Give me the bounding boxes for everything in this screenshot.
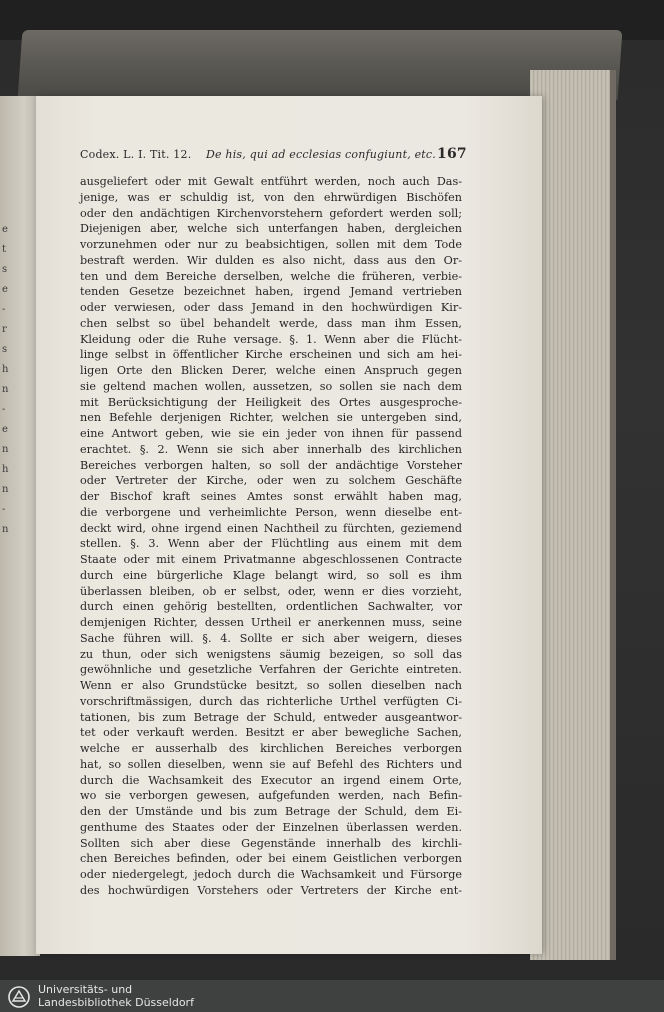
text-line: vorschriftmässigen, durch das richterliche Urthel verfügten Ci- xyxy=(80,694,462,708)
header-citation: Codex. L. I. Tit. 12. xyxy=(80,148,192,161)
text-line: durch einen gehörig bestellten, ordentlichen Sachwalter, vor xyxy=(80,600,462,614)
text-line: stellen. §. 3. Wenn aber der Flüchtling aus einem mit dem xyxy=(80,537,462,551)
library-logo-icon xyxy=(8,986,30,1008)
margin-fragment: - xyxy=(2,404,6,415)
margin-fragment: s xyxy=(2,344,8,355)
text-line: oder niedergelegt, jedoch durch die Wachsamkeit und Fürsorge xyxy=(80,868,462,881)
text-line: Staate oder mit einem Privatmanne abgeschlossenen Contracte xyxy=(80,553,462,566)
margin-fragment: s xyxy=(2,264,8,275)
margin-fragment: n xyxy=(2,444,9,455)
library-name-line2: Landesbibliothek Düsseldorf xyxy=(38,996,194,1009)
text-line: erachtet. §. 2. Wenn sie sich aber innerhalb des kirchlichen xyxy=(80,442,462,456)
text-line: linge selbst in öffentlicher Kirche erscheinen und sich am hei- xyxy=(80,348,462,362)
margin-fragment: n xyxy=(2,484,9,495)
text-line: Wenn er also Grundstücke besitzt, so sollen dieselben nach xyxy=(80,679,462,692)
margin-fragment: h xyxy=(2,464,9,475)
text-line: tationen, bis zum Betrage der Schuld, entweder ausgeantwor- xyxy=(80,710,462,724)
text-line: zu thun, oder sich wenigstens säumig bezeigen, so soll das xyxy=(80,647,462,661)
text-line: tet oder verkauft werden. Besitzt er aber bewegliche Sachen, xyxy=(80,726,462,740)
body-text xyxy=(80,174,462,899)
margin-fragment: - xyxy=(2,504,6,515)
margin-fragment: t xyxy=(2,244,7,255)
library-footer xyxy=(0,980,664,1012)
text-line: tenden Gesetze bezeichnet haben, irgend Jemand vertrieben xyxy=(80,285,462,299)
text-line: vorzunehmen oder nur zu beabsichtigen, sollen mit dem Tode xyxy=(80,238,462,251)
text-line: welche er ausserhalb des kirchlichen Bereiches verborgen xyxy=(80,742,462,755)
text-line: des hochwürdigen Vorstehers oder Vertreters der Kirche ent- xyxy=(80,883,462,897)
text-line: oder den andächtigen Kirchenvorstehern gefordert werden soll; xyxy=(80,206,462,220)
text-line: durch die Wachsamkeit des Executor an irgend einem Orte, xyxy=(80,773,462,787)
text-line: genthume des Staates oder der Einzelnen überlassen werden. xyxy=(80,820,462,834)
text-line: eine Antwort geben, wie sie ein jeder von ihnen für passend xyxy=(80,427,462,440)
text-line: Diejenigen aber, welche sich unterfangen haben, dergleichen xyxy=(80,222,462,236)
library-name xyxy=(38,983,194,1009)
text-line: jenige, was er schuldig ist, von den ehrwürdigen Bischöfen xyxy=(80,190,462,204)
text-line: mit Berücksichtigung der Heiligkeit des Ortes ausgesproche- xyxy=(80,395,462,409)
text-line: durch eine bürgerliche Klage belangt wird, so soll es ihm xyxy=(80,568,462,582)
text-line: ausgeliefert oder mit Gewalt entführt werden, noch auch Das- xyxy=(80,175,462,188)
library-name-line1: Universitäts- und xyxy=(38,983,133,996)
margin-fragment: r xyxy=(2,324,7,335)
margin-fragment: n xyxy=(2,384,9,395)
text-line: oder verwiesen, oder dass Jemand in den hochwürdigen Kir- xyxy=(80,301,462,314)
margin-fragment: - xyxy=(2,304,6,315)
text-line: gewöhnliche und gesetzliche Verfahren der Gerichte eintreten. xyxy=(80,663,462,677)
text-line: demjenigen Richter, dessen Urtheil er anerkennen muss, seine xyxy=(80,616,462,629)
text-line: oder Vertreter der Kirche, oder wen zu solchem Geschäfte xyxy=(80,474,462,488)
text-line: ligen Orte den Blicken Derer, welche einen Anspruch gegen xyxy=(80,364,462,377)
text-line: Kleidung oder die Ruhe versage. §. 1. Wenn aber die Flücht- xyxy=(80,332,462,346)
page-edges xyxy=(530,70,616,960)
text-line: chen Bereiches befinden, oder bei einem Geistlichen verborgen xyxy=(80,852,462,866)
text-line: Sollten sich aber diese Gegenstände innerhalb des kirchli- xyxy=(80,836,462,850)
text-line: wo sie verborgen gewesen, aufgefunden werden, nach Befin- xyxy=(80,789,462,803)
margin-fragment: e xyxy=(2,284,8,295)
text-line: überlassen bleiben, ob er selbst, oder, wenn er dies vorzieht, xyxy=(80,584,462,598)
page-number: 167 xyxy=(437,146,467,162)
text-line: bestraft werden. Wir dulden es also nicht, dass aus den Or- xyxy=(80,253,462,267)
margin-fragment: n xyxy=(2,524,9,535)
margin-fragment: h xyxy=(2,364,9,375)
text-line: ten und dem Bereiche derselben, welche die früheren, verbie- xyxy=(80,269,462,283)
text-line: Sache führen will. §. 4. Sollte er sich aber weigern, dieses xyxy=(80,631,462,645)
text-line: deckt wird, ohne irgend einen Nachtheil zu fürchten, geziemend xyxy=(80,521,462,535)
text-line: chen selbst so übel behandelt werde, dass man ihm Essen, xyxy=(80,316,462,330)
text-line: die verborgene und verheimlichte Person, wenn dieselbe ent- xyxy=(80,505,462,519)
running-header xyxy=(80,146,467,164)
margin-fragment: e xyxy=(2,424,8,435)
left-page-fragments xyxy=(2,220,16,540)
header-title: De his, qui ad ecclesias confugiunt, etc. xyxy=(206,148,436,161)
text-line: sie geltend machen wollen, aussetzen, so sollen sie nach dem xyxy=(80,379,462,393)
margin-fragment: e xyxy=(2,224,8,235)
text-line: der Bischof kraft seines Amtes sonst erwählt haben mag, xyxy=(80,490,462,503)
text-line: nen Befehle derjenigen Richter, welchen sie untergeben sind, xyxy=(80,411,462,425)
text-line: Bereiches verborgen halten, so soll der andächtige Vorsteher xyxy=(80,458,462,472)
text-line: hat, so sollen dieselben, wenn sie auf Befehl des Richters und xyxy=(80,757,462,771)
text-line: den der Umstände und bis zum Betrage der Schuld, dem Ei- xyxy=(80,805,462,818)
